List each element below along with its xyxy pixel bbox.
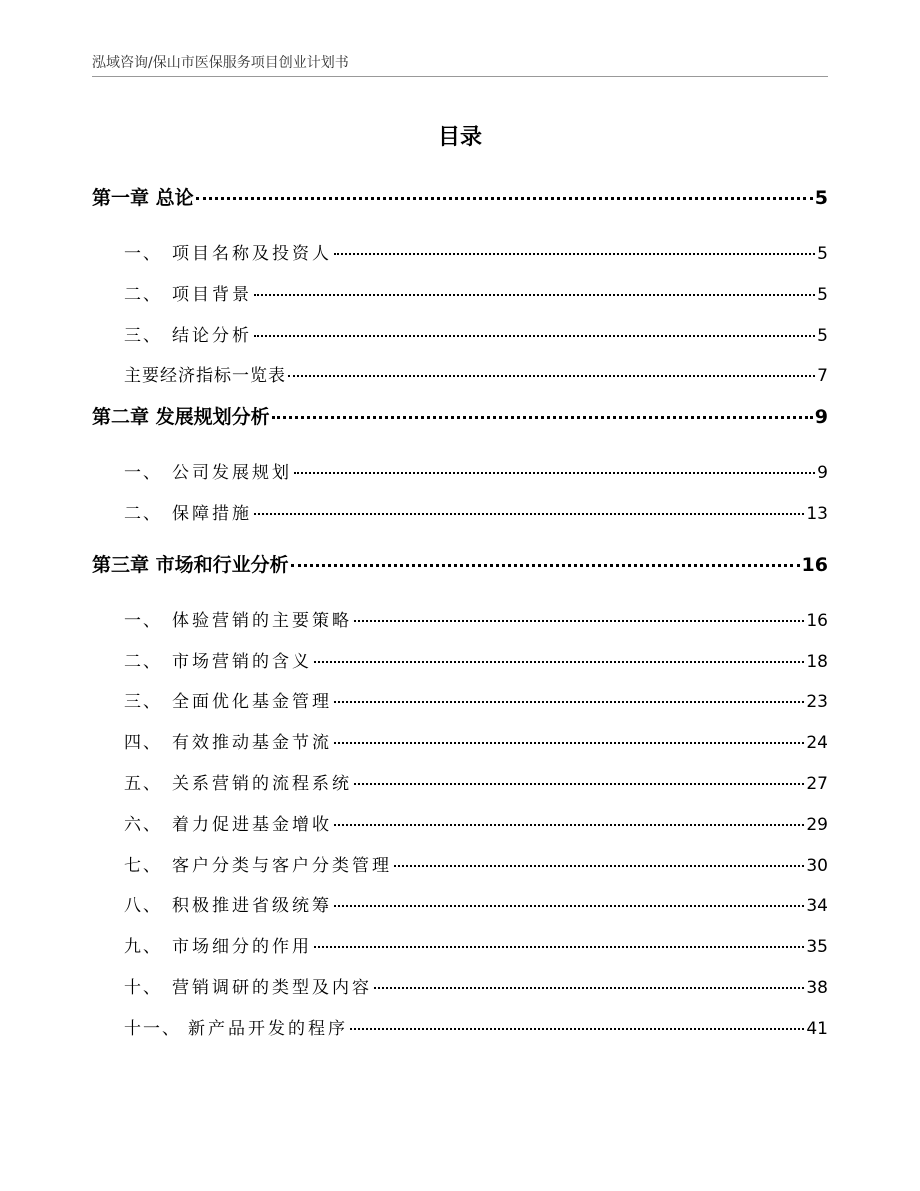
leader-dots <box>254 513 804 515</box>
leader-dots <box>334 824 804 826</box>
leader-dots <box>314 661 804 663</box>
toc-section[interactable]: 主要经济指标一览表 7 <box>92 356 828 397</box>
toc-section[interactable]: 四、 有效推动基金节流 24 <box>92 723 828 764</box>
toc-section[interactable]: 八、 积极推进省级统筹 34 <box>92 886 828 927</box>
leader-dots <box>334 742 804 744</box>
leader-dots <box>294 472 815 474</box>
leader-dots <box>254 294 815 296</box>
toc-section[interactable]: 一、 公司发展规划 9 <box>92 453 828 494</box>
toc-section[interactable]: 二、 项目背景 5 <box>92 275 828 316</box>
leader-dots <box>334 905 804 907</box>
toc-chapter-3[interactable]: 第三章 市场和行业分析 16 <box>92 545 828 585</box>
toc-section[interactable]: 六、 着力促进基金增收 29 <box>92 805 828 846</box>
page-number: 5 <box>817 325 828 346</box>
toc-section[interactable]: 九、 市场细分的作用 35 <box>92 927 828 968</box>
page-number: 5 <box>817 244 828 264</box>
page-number: 27 <box>806 773 828 794</box>
toc-chapter-1[interactable]: 第一章 总论 5 <box>92 178 828 218</box>
toc-section[interactable]: 一、 体验营销的主要策略 16 <box>92 601 828 642</box>
leader-dots <box>374 987 804 989</box>
leader-dots <box>272 416 813 419</box>
table-of-contents <box>92 178 828 1050</box>
leader-dots <box>254 335 815 337</box>
header-divider <box>92 76 828 77</box>
page-number: 41 <box>806 1018 828 1039</box>
toc-chapter-2[interactable]: 第二章 发展规划分析 9 <box>92 397 828 437</box>
page-number: 23 <box>806 692 828 713</box>
toc-section[interactable]: 二、 保障措施 13 <box>92 494 828 535</box>
page-number: 9 <box>817 463 828 484</box>
leader-dots <box>394 865 804 867</box>
toc-section[interactable]: 十一、 新产品开发的程序 41 <box>92 1009 828 1050</box>
leader-dots <box>334 701 804 703</box>
leader-dots <box>196 197 813 200</box>
leader-dots <box>288 375 815 377</box>
page-number: 30 <box>806 855 828 876</box>
toc-title: 目录 <box>437 125 482 150</box>
toc-section[interactable]: 五、 关系营销的流程系统 27 <box>92 764 828 805</box>
toc-section[interactable]: 一、 项目名称及投资人 5 <box>92 234 828 275</box>
page-number: 29 <box>806 814 828 835</box>
page-number: 5 <box>814 187 828 209</box>
page-number: 18 <box>806 651 828 672</box>
page-number: 38 <box>806 977 828 998</box>
page-number: 16 <box>801 553 828 576</box>
leader-dots <box>291 564 800 567</box>
page-number: 7 <box>817 366 828 387</box>
page-number: 34 <box>806 896 828 917</box>
leader-dots <box>350 1028 804 1030</box>
page-number: 35 <box>806 937 828 958</box>
leader-dots <box>354 783 804 785</box>
toc-section[interactable]: 七、 客户分类与客户分类管理 30 <box>92 846 828 887</box>
leader-dots <box>314 946 804 948</box>
page-number: 24 <box>806 733 828 754</box>
leader-dots <box>354 620 804 622</box>
page-header: 泓域咨询/保山市医保服务项目创业计划书 <box>92 55 349 71</box>
toc-section[interactable]: 二、 市场营销的含义 18 <box>92 642 828 683</box>
page-number: 9 <box>814 406 828 429</box>
page-number: 13 <box>806 503 828 524</box>
page-number: 16 <box>806 610 828 631</box>
toc-section[interactable]: 十、 营销调研的类型及内容 38 <box>92 968 828 1009</box>
leader-dots <box>334 253 815 255</box>
toc-section[interactable]: 三、 全面优化基金管理 23 <box>92 682 828 723</box>
page-number: 5 <box>817 284 828 305</box>
toc-section[interactable]: 三、 结论分析 5 <box>92 316 828 357</box>
